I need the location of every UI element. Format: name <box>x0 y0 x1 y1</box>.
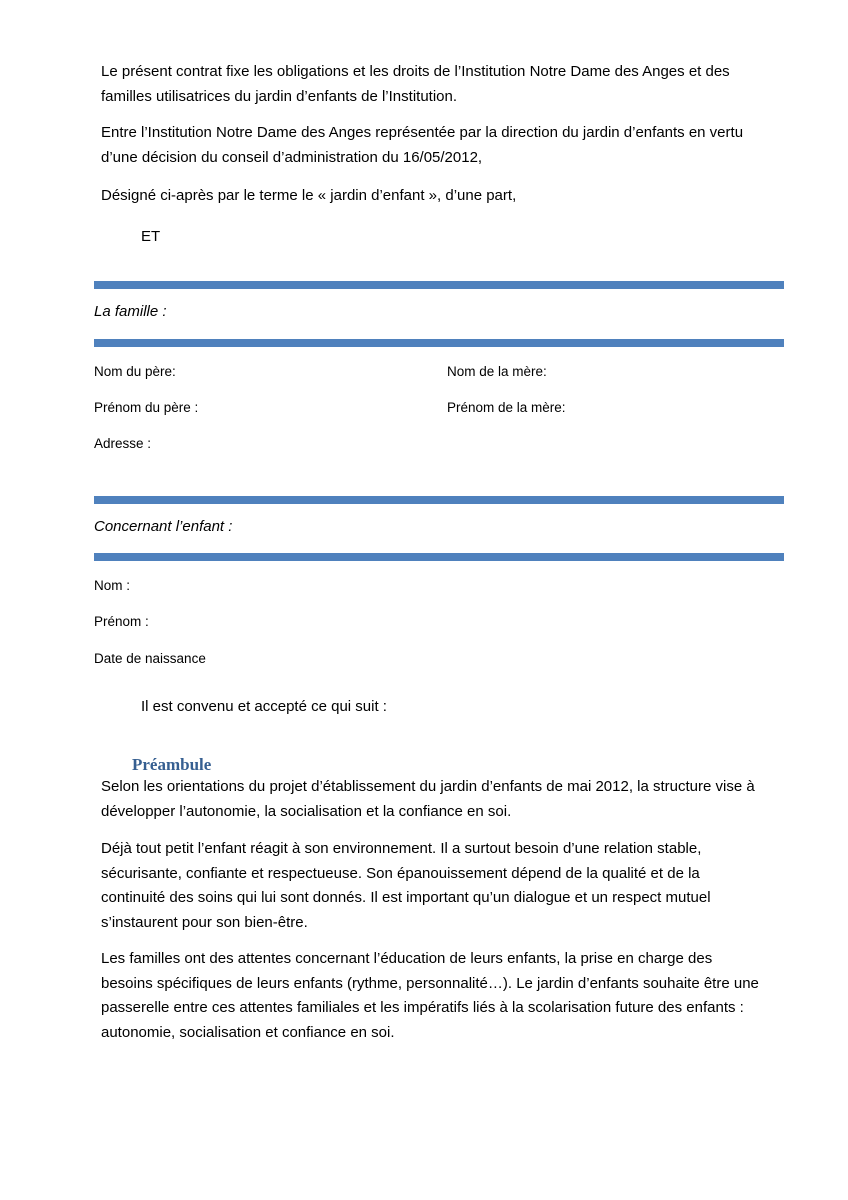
convenu-text: Il est convenu et accepté ce qui suit : <box>141 698 387 715</box>
section-rule <box>94 339 784 347</box>
enfant-section-title: Concernant l’enfant : <box>94 518 233 535</box>
et-label: ET <box>141 228 161 245</box>
nom-mere-label: Nom de la mère: <box>447 364 547 379</box>
preambule-paragraph: Selon les orientations du projet d’établissement du jardin d’enfants de mai 2012, la structure vise à développer l’autonomie, la socialisation et la confiance en soi. <box>101 778 755 820</box>
section-rule <box>94 496 784 504</box>
prenom-enfant-label: Prénom : <box>94 614 149 629</box>
famille-section-title: La famille : <box>94 303 167 320</box>
prenom-pere-label: Prénom du père : <box>94 400 199 415</box>
preambule-paragraph: Les familles ont des attentes concernant l’éducation de leurs enfants, la prise en charge des besoins spécifiques de leurs enfants (rythme, personnalité…). Le jardin d’enfants souhaite être une passerelle entre ces attentes familiales et les impératifs liés à la scolarisation future des enfants : autonomie, socialisation et confiance en soi. <box>101 950 759 1041</box>
intro-paragraph: Entre l’Institution Notre Dame des Anges représentée par la direction du jardin d’enfants en vertu d’une décision du conseil d’administration du 16/05/2012, <box>101 124 744 166</box>
nom-pere-label: Nom du père: <box>94 364 176 379</box>
section-rule <box>94 553 784 561</box>
adresse-label: Adresse : <box>94 436 152 451</box>
intro-paragraph: Le présent contrat fixe les obligations et les droits de l’Institution Notre Dame des Anges et des familles utilisatrices du jardin d’enfants de l’Institution. <box>101 63 730 105</box>
section-rule <box>94 281 784 289</box>
date-naissance-label: Date de naissance <box>94 651 206 666</box>
prenom-mere-label: Prénom de la mère: <box>447 400 566 415</box>
preambule-paragraph: Déjà tout petit l’enfant réagit à son environnement. Il a surtout besoin d’une relation stable, sécurisante, confiante et respectueuse. Son épanouissement dépend de la qualité et de la continuité des soins qui lui sont donnés. Il est important qu’un dialogue et un respect mutuel s’instaurent pour son bien-être. <box>101 840 711 931</box>
preambule-heading: Préambule <box>132 755 212 774</box>
nom-enfant-label: Nom : <box>94 578 131 593</box>
intro-paragraph: Désigné ci-après par le terme le « jardin d’enfant », d’une part, <box>101 187 517 204</box>
